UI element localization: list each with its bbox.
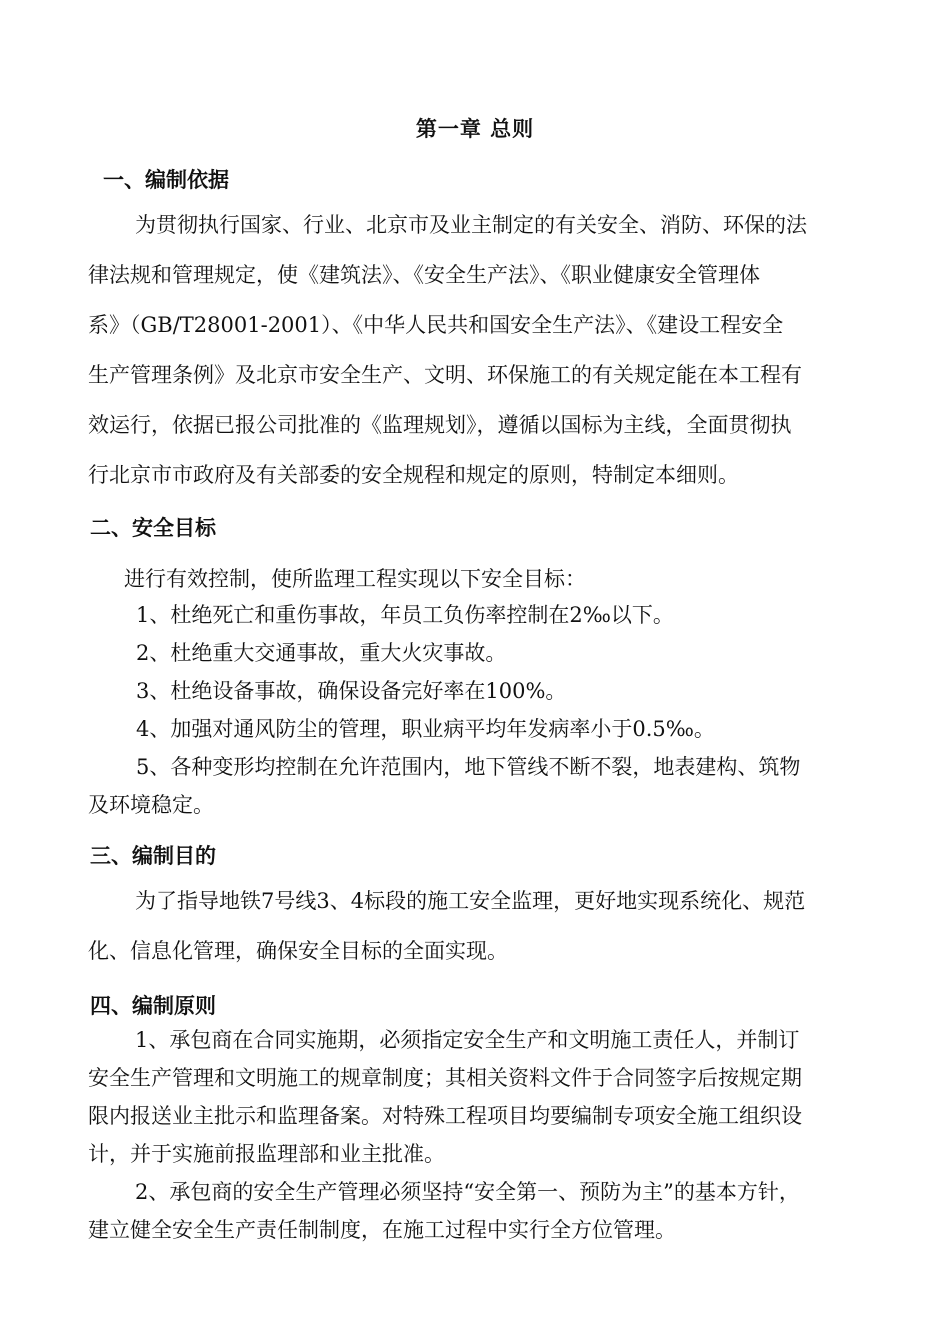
paragraph-line: 1、承包商在合同实施期，必须指定安全生产和文明施工责任人，并制订 bbox=[135, 1028, 800, 1052]
principle-paragraph-2 bbox=[88, 1173, 863, 1249]
paragraph-line: 化、信息化管理，确保安全目标的全面实现。 bbox=[88, 939, 508, 963]
paragraph-line: 效运行，依据已报公司批准的《监理规划》，遵循以国标为主线，全面贯彻执 bbox=[88, 413, 792, 437]
paragraph-line: 系》（GB/T28001-2001）、《中华人民共和国安全生产法》、《建设工程安全 bbox=[88, 313, 784, 337]
paragraph-line: 为贯彻执行国家、行业、北京市及业主制定的有关安全、消防、环保的法 bbox=[135, 213, 807, 237]
goal-item-5: 5、各种变形均控制在允许范围内，地下管线不断不裂，地表建构、筑物 bbox=[136, 755, 801, 779]
paragraph-line: 限内报送业主批示和监理备案。对特殊工程项目均要编制专项安全施工组织设 bbox=[88, 1104, 802, 1128]
paragraph-line: 行北京市市政府及有关部委的安全规程和规定的原则，特制定本细则。 bbox=[88, 463, 739, 487]
goal-item-1: 1、杜绝死亡和重伤事故，年员工负伤率控制在2‰以下。 bbox=[136, 603, 674, 627]
paragraph-line: 律法规和管理规定，使《建筑法》、《安全生产法》、《职业健康安全管理体 bbox=[88, 263, 760, 287]
section-heading-basis: 一、编制依据 bbox=[103, 168, 229, 192]
goal-item-5-continued: 及环境稳定。 bbox=[88, 793, 214, 817]
chapter-title: 第一章 总则 bbox=[415, 117, 535, 141]
section-heading-purpose: 三、编制目的 bbox=[90, 844, 216, 868]
section-heading-goals: 二、安全目标 bbox=[90, 516, 216, 540]
paragraph-line: 2、承包商的安全生产管理必须坚持“安全第一、预防为主”的基本方针， bbox=[135, 1180, 800, 1204]
principle-paragraph-1 bbox=[88, 1021, 863, 1173]
paragraph-line: 计，并于实施前报监理部和业主批准。 bbox=[88, 1142, 445, 1166]
goal-item-3: 3、杜绝设备事故，确保设备完好率在100%。 bbox=[136, 679, 567, 703]
paragraph-line: 安全生产管理和文明施工的规章制度；其相关资料文件于合同签字后按规定期 bbox=[88, 1066, 802, 1090]
goal-item-2: 2、杜绝重大交通事故，重大火灾事故。 bbox=[136, 641, 507, 665]
goals-intro: 进行有效控制，使所监理工程实现以下安全目标： bbox=[124, 567, 586, 591]
goal-item-4: 4、加强对通风防尘的管理，职业病平均年发病率小于0.5‰。 bbox=[136, 717, 715, 741]
section-body-purpose bbox=[88, 876, 863, 976]
paragraph-line: 为了指导地铁7号线3、4标段的施工安全监理，更好地实现系统化、规范 bbox=[135, 889, 806, 913]
paragraph-line: 建立健全安全生产责任制制度，在施工过程中实行全方位管理。 bbox=[88, 1218, 676, 1242]
section-heading-principles: 四、编制原则 bbox=[90, 994, 216, 1018]
paragraph-line: 生产管理条例》及北京市安全生产、文明、环保施工的有关规定能在本工程有 bbox=[88, 363, 802, 387]
section-body-basis bbox=[88, 200, 863, 500]
